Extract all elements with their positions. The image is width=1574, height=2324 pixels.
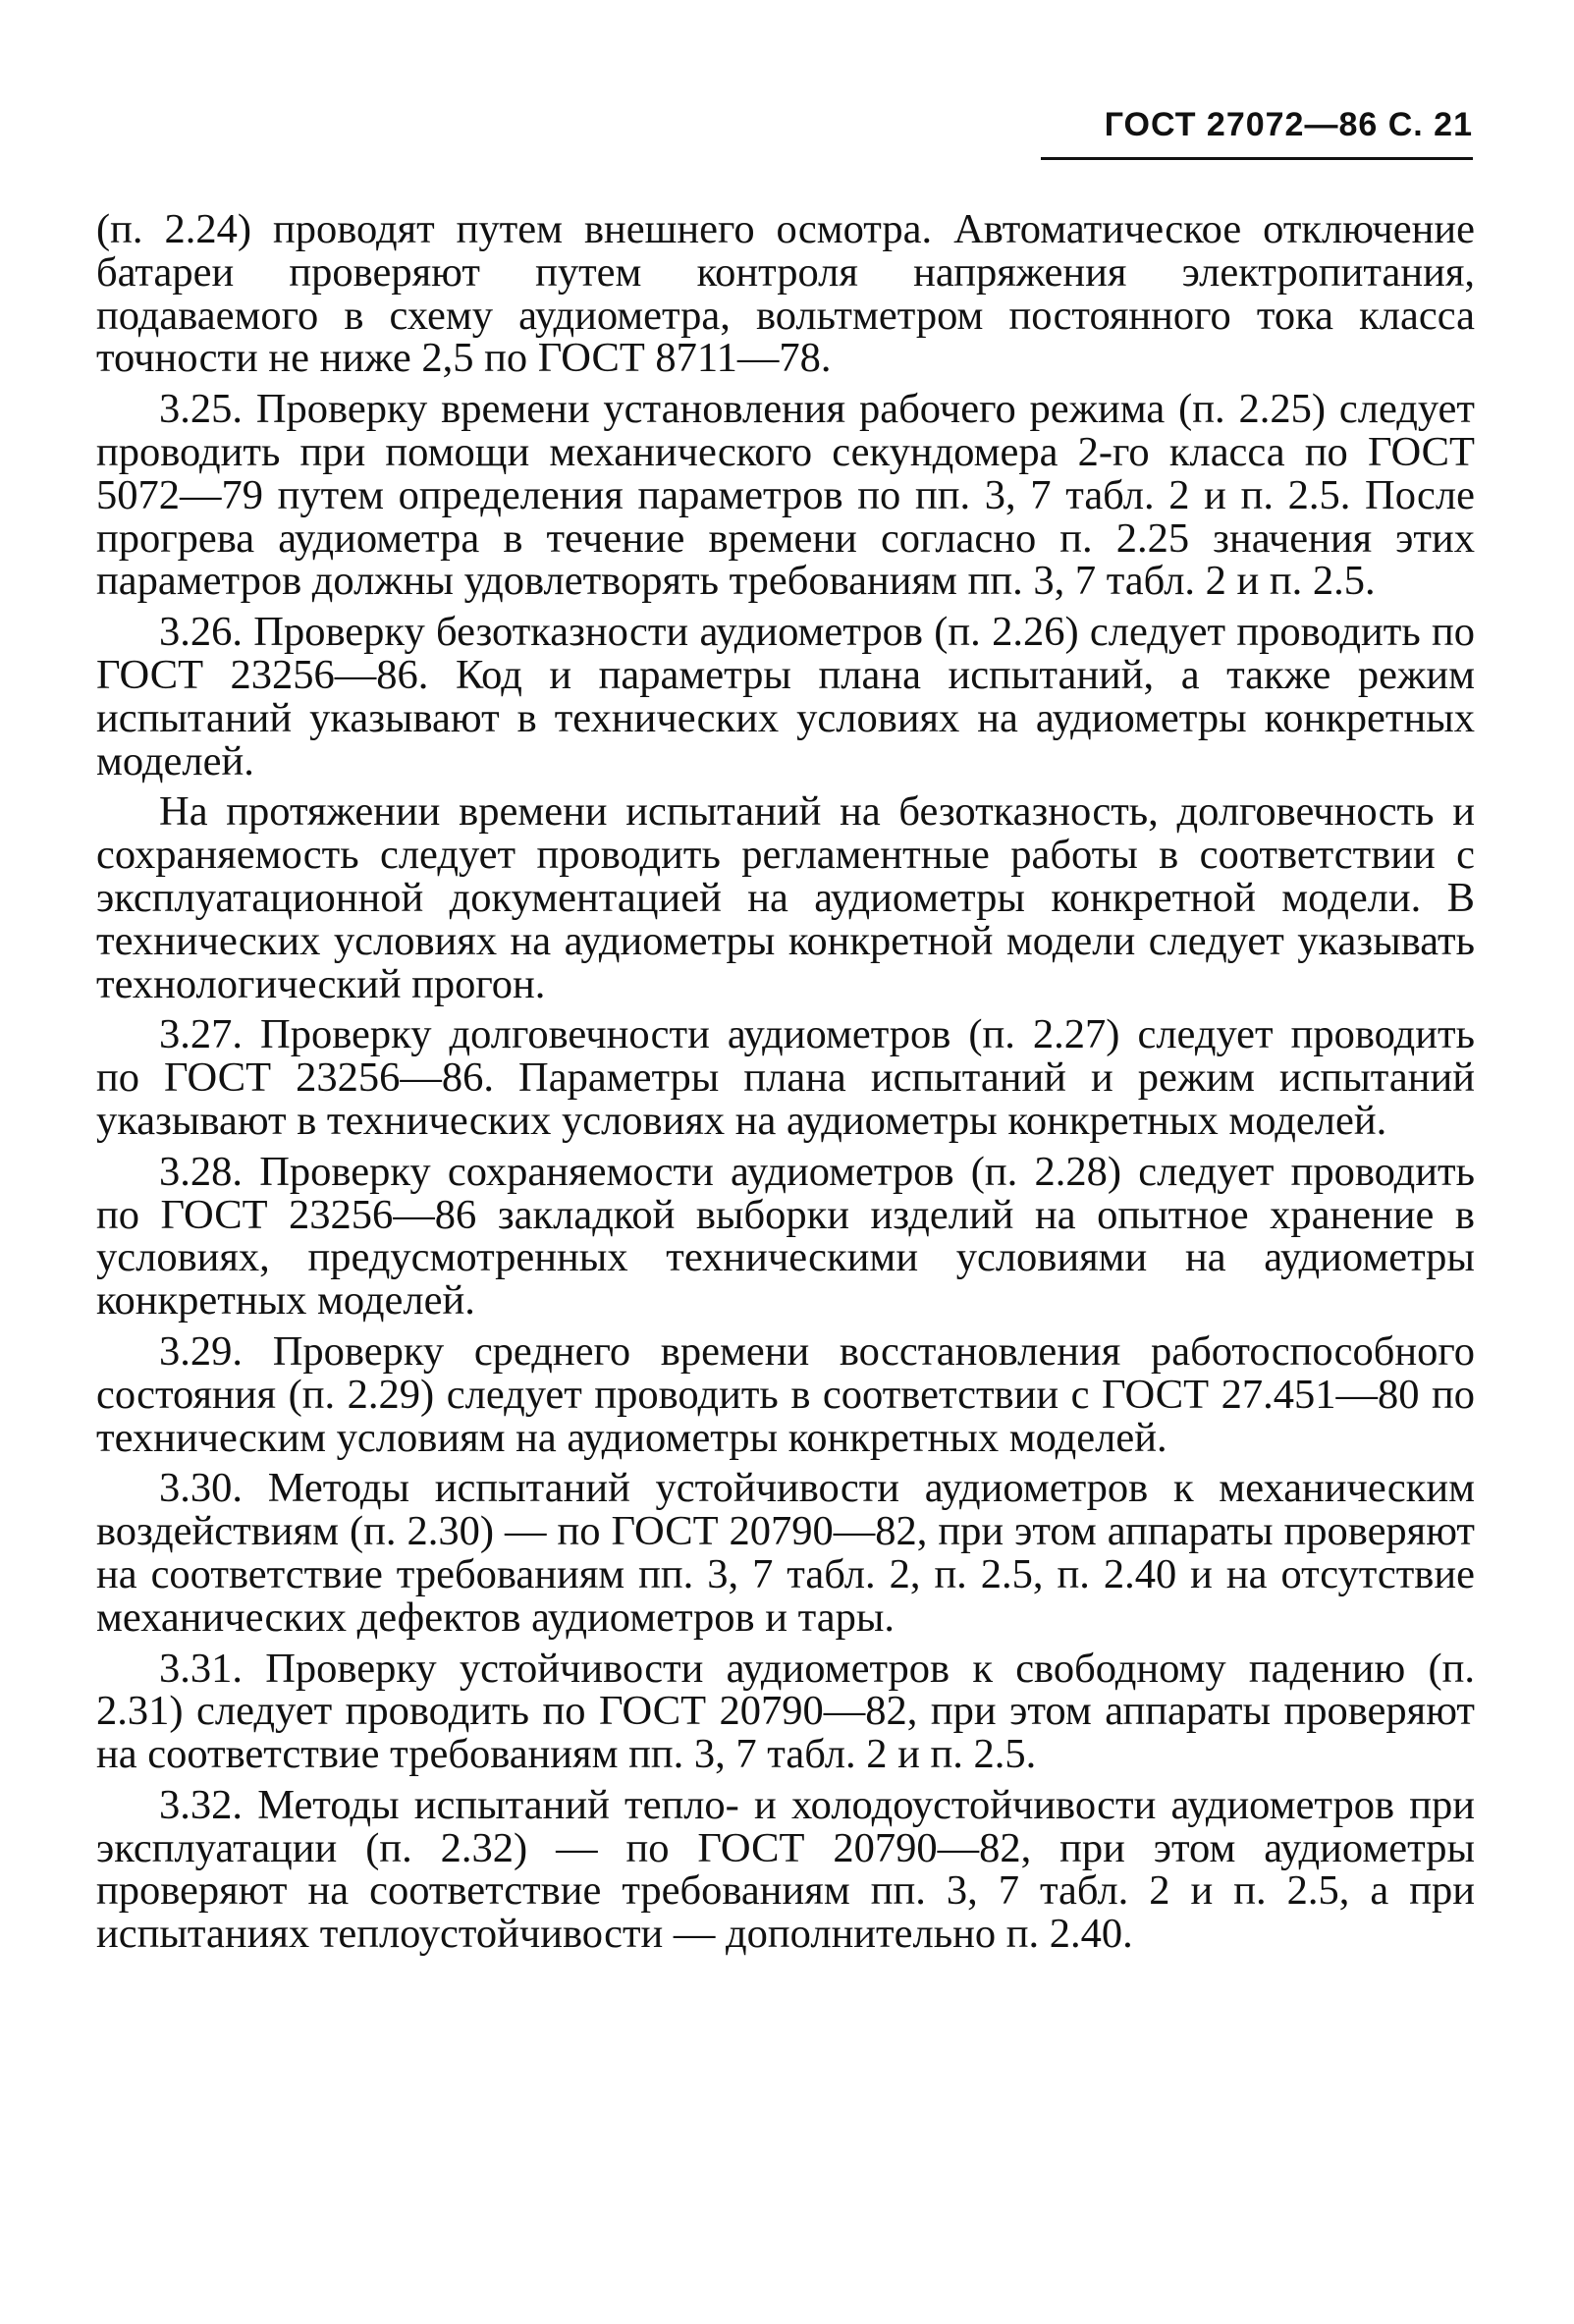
paragraph-3-26: 3.26. Проверку безотказности аудиометров (п. 2.26) следует проводить по ГОСТ 23256—86. Код и параметры плана испытаний, а также режим испытаний указывают в технических условиях на аудиометры конкретных моделей. (96, 609, 1475, 784)
paragraph-3-30: 3.30. Методы испытаний устойчивости аудиометров к механическим воздействиям (п. 2.30) — по ГОСТ 20790—82, при этом аппараты проверяют на соответствие требованиям пп. 3, 7 табл. 2, п. 2.5, п. 2.40 и на отсутствие механических дефектов аудиометров и тары. (96, 1465, 1475, 1641)
paragraph-3-26-note: На протяжении времени испытаний на безотказность, долговечность и сохраняемость следует проводить регламентные работы в соответствии с эксплуатационной документацией на аудиометры конкретной модели. В технических условиях на аудиометры конкретной модели следует указывать технологический прогон. (96, 788, 1475, 1007)
running-header: ГОСТ 27072—86 С. 21 (1104, 106, 1473, 143)
paragraph-continuation-2-24: (п. 2.24) проводят путем внешнего осмотра. Автоматическое отключение батареи проверяют путем контроля напряжения электропитания, подаваемого в схему аудиометра, вольтметром постоянного тока класса точности не ниже 2,5 по ГОСТ 8711—78. (96, 206, 1475, 382)
paragraph-3-27: 3.27. Проверку долговечности аудиометров (п. 2.27) следует проводить по ГОСТ 23256—86. Параметры плана испытаний и режим испытаний указывают в технических условиях на аудиометры конкретных моделей. (96, 1011, 1475, 1144)
paragraph-3-31: 3.31. Проверку устойчивости аудиометров к свободному падению (п. 2.31) следует проводить по ГОСТ 20790—82, при этом аппараты проверяют на соответствие требованиям пп. 3, 7 табл. 2 и п. 2.5. (96, 1645, 1475, 1778)
body-text (96, 208, 1475, 1964)
paragraph-3-32: 3.32. Методы испытаний тепло- и холодоустойчивости аудиометров при эксплуатации (п. 2.32) — по ГОСТ 20790—82, при этом аудиометры проверяют на соответствие требованиям пп. 3, 7 табл. 2 и п. 2.5, а при испытаниях теплоустойчивости — дополнительно п. 2.40. (96, 1781, 1475, 1958)
paragraph-3-25: 3.25. Проверку времени установления рабочего режима (п. 2.25) следует проводить при помощи механического секундомера 2-го класса по ГОСТ 5072—79 путем определения параметров по пп. 3, 7 табл. 2 и п. 2.5. После прогрева аудиометра в течение времени согласно п. 2.25 значения этих параметров должны удовлетворять требованиям пп. 3, 7 табл. 2 и п. 2.5. (96, 386, 1475, 605)
header-rule (1041, 157, 1473, 160)
paragraph-3-29: 3.29. Проверку среднего времени восстановления работоспособного состояния (п. 2.29) следует проводить в соответствии с ГОСТ 27.451—80 по техническим условиям на аудиометры конкретных моделей. (96, 1327, 1475, 1461)
paragraph-3-28: 3.28. Проверку сохраняемости аудиометров (п. 2.28) следует проводить по ГОСТ 23256—86 закладкой выборки изделий на опытное хранение в условиях, предусмотренных техническими условиями на аудиометры конкретных моделей. (96, 1148, 1475, 1324)
